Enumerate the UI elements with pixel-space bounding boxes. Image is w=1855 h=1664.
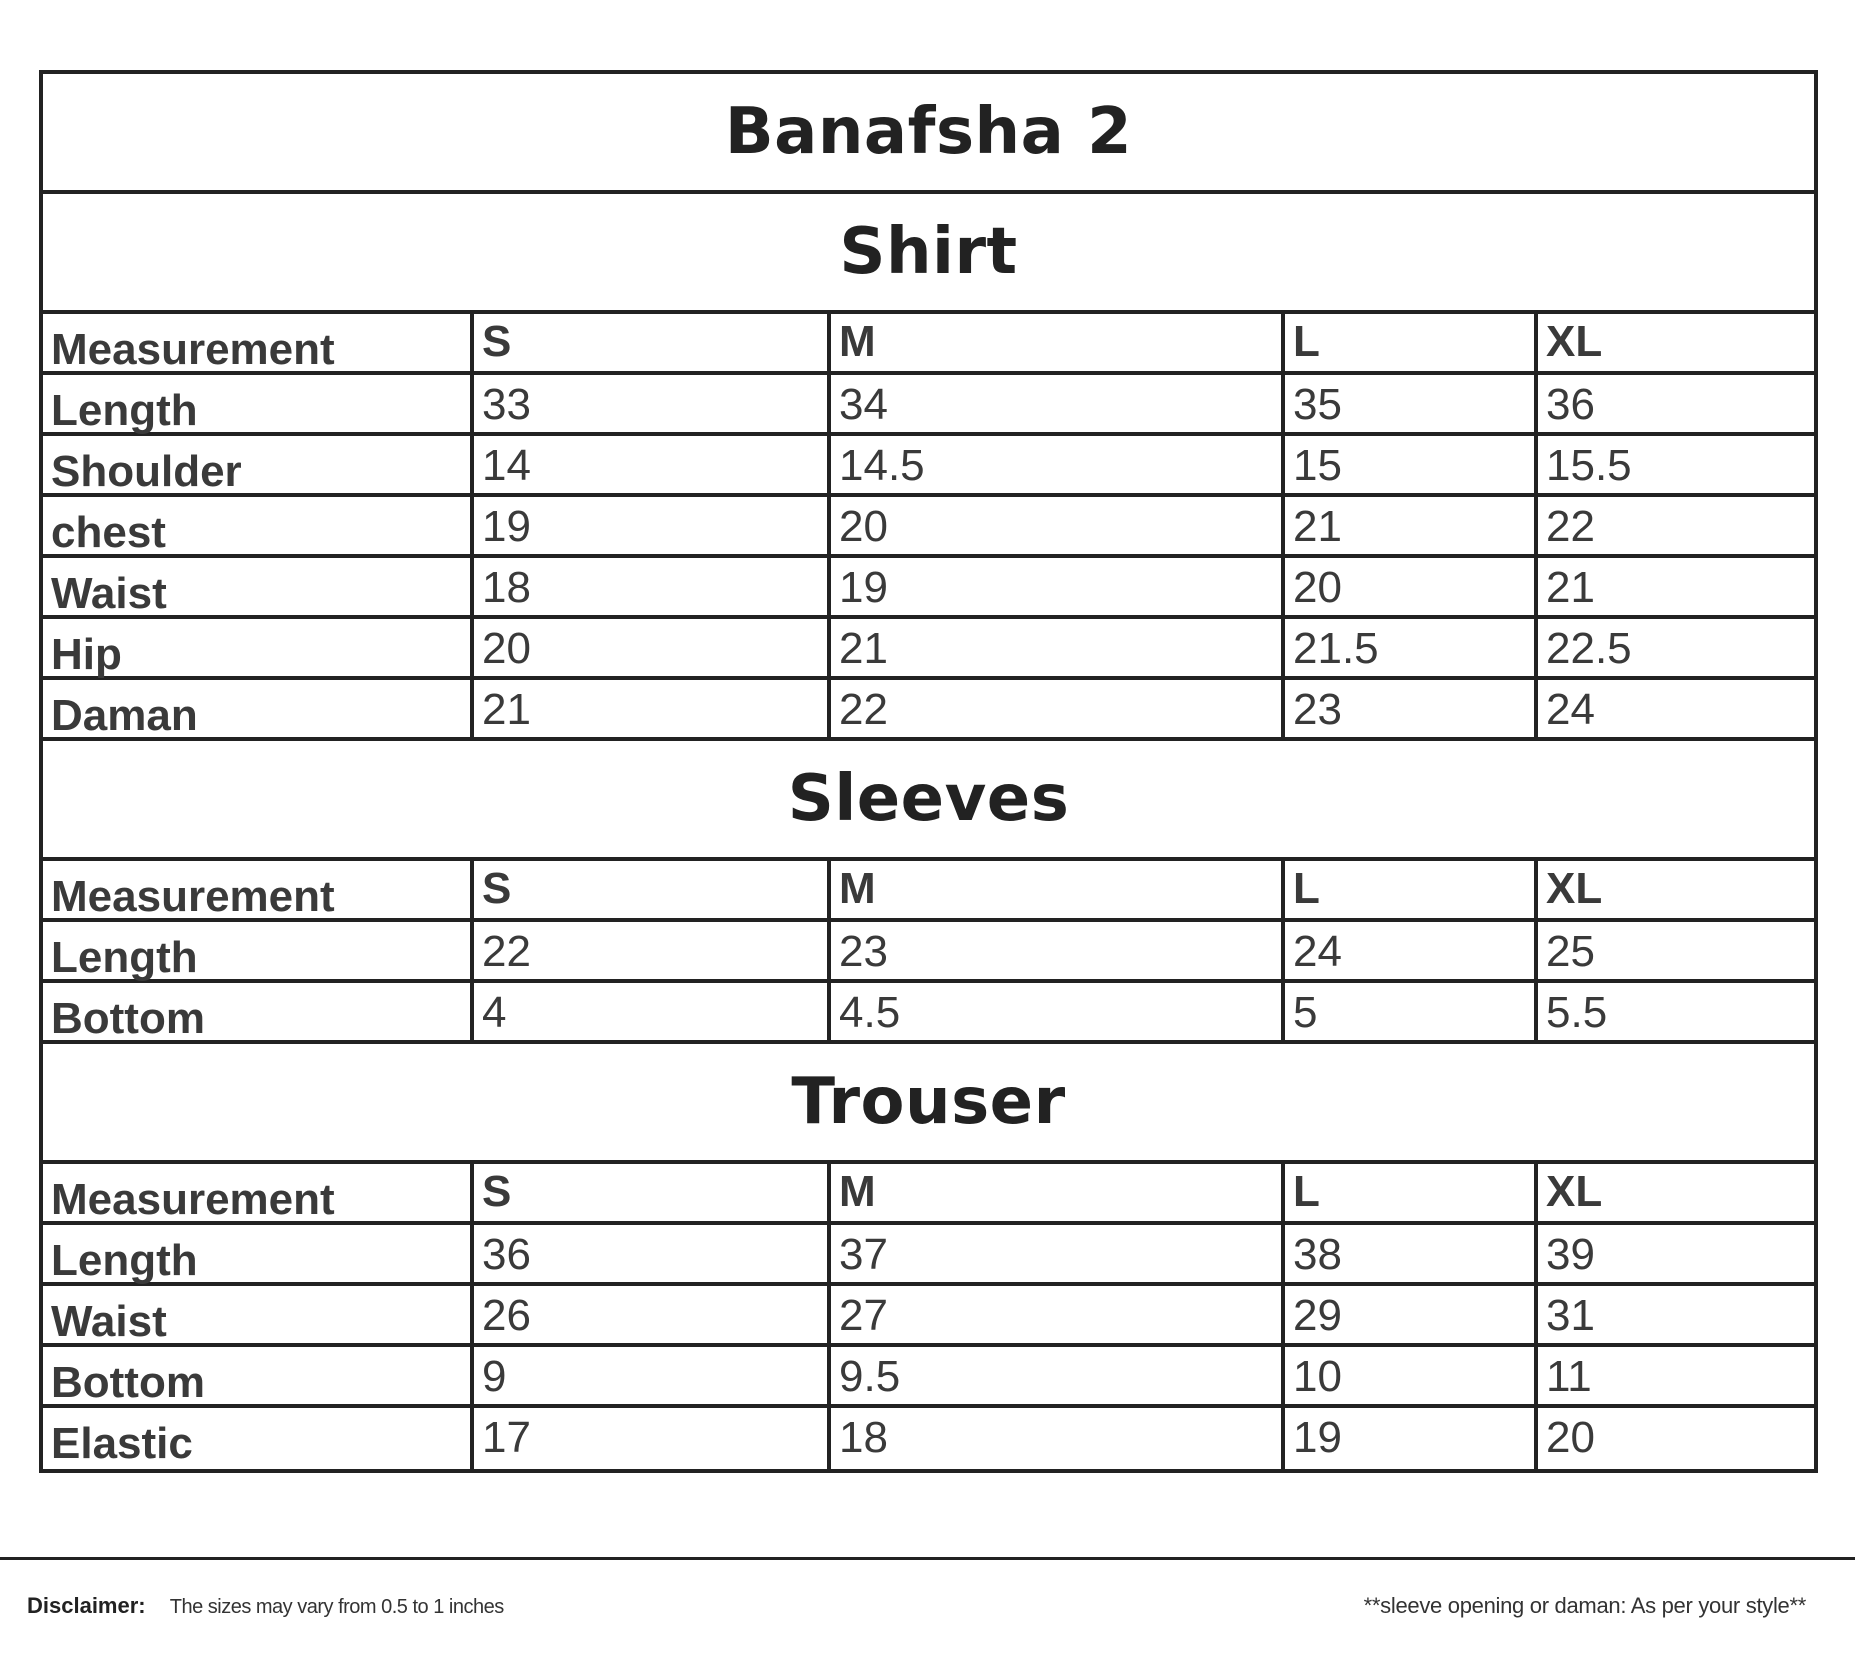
style-note: **sleeve opening or daman: As per your style** bbox=[1363, 1593, 1806, 1618]
measurement-value: 29 bbox=[1285, 1286, 1538, 1343]
measurement-value: 17 bbox=[474, 1408, 831, 1469]
measurement-value: 35 bbox=[1285, 375, 1538, 432]
header-cell-measurement: Measurement bbox=[43, 314, 474, 371]
measurement-value: 15.5 bbox=[1546, 441, 1632, 490]
measurement-value: 4 bbox=[474, 983, 831, 1040]
row-label: Waist bbox=[43, 1286, 474, 1343]
measurement-value: 5.5 bbox=[1546, 988, 1608, 1037]
measurement-value: 19 bbox=[474, 497, 831, 554]
measurement-value: 34 bbox=[831, 375, 1285, 432]
header-row bbox=[43, 314, 1814, 375]
row-label: Length bbox=[43, 375, 474, 432]
measurement-value: 15 bbox=[1285, 436, 1538, 493]
measurement-value: 38 bbox=[1285, 1225, 1538, 1282]
measurement-value: 31 bbox=[1546, 1291, 1595, 1340]
footer-divider bbox=[0, 1557, 1855, 1560]
table-row bbox=[43, 1225, 1814, 1286]
table-row bbox=[43, 1408, 1814, 1469]
measurement-value: 37 bbox=[831, 1225, 1285, 1282]
header-cell-measurement: Measurement bbox=[43, 1164, 474, 1221]
header-cell-size: L bbox=[1285, 861, 1538, 918]
measurement-value: 4.5 bbox=[831, 983, 1285, 1040]
header-cell-size: S bbox=[474, 1164, 831, 1221]
measurement-value: 23 bbox=[831, 922, 1285, 979]
table-row bbox=[43, 497, 1814, 558]
row-label: chest bbox=[43, 497, 474, 554]
measurement-value: 20 bbox=[831, 497, 1285, 554]
measurement-value: 20 bbox=[1546, 1413, 1595, 1462]
header-cell-size: M bbox=[831, 861, 1285, 918]
section-title-trouser: Trouser bbox=[43, 1044, 1814, 1164]
measurement-value: 20 bbox=[474, 619, 831, 676]
measurement-value: 18 bbox=[474, 558, 831, 615]
row-label: Waist bbox=[43, 558, 474, 615]
measurement-value: 14.5 bbox=[831, 436, 1285, 493]
header-cell-measurement: Measurement bbox=[43, 861, 474, 918]
chart-title: Banafsha 2 bbox=[43, 74, 1814, 194]
measurement-value: 36 bbox=[1546, 380, 1595, 429]
header-cell-size: XL bbox=[1546, 864, 1603, 913]
measurement-value: 39 bbox=[1546, 1230, 1595, 1279]
table-row bbox=[43, 375, 1814, 436]
disclaimer-label: Disclaimer: bbox=[27, 1593, 146, 1618]
measurement-value: 24 bbox=[1546, 685, 1595, 734]
measurement-value: 23 bbox=[1285, 680, 1538, 737]
measurement-value: 14 bbox=[474, 436, 831, 493]
sections-container bbox=[43, 194, 1814, 1469]
measurement-value: 21 bbox=[831, 619, 1285, 676]
row-label: Length bbox=[43, 922, 474, 979]
table-row bbox=[43, 922, 1814, 983]
header-row bbox=[43, 861, 1814, 922]
row-label: Hip bbox=[43, 619, 474, 676]
measurement-value: 21.5 bbox=[1285, 619, 1538, 676]
measurement-value: 18 bbox=[831, 1408, 1285, 1469]
row-label: Length bbox=[43, 1225, 474, 1282]
header-cell-size: L bbox=[1285, 314, 1538, 371]
row-label: Bottom bbox=[43, 1347, 474, 1404]
header-cell-size: M bbox=[831, 314, 1285, 371]
measurement-value: 19 bbox=[831, 558, 1285, 615]
header-cell-size: XL bbox=[1546, 317, 1603, 366]
header-cell-size: XL bbox=[1546, 1167, 1603, 1216]
measurement-value: 21 bbox=[1546, 563, 1595, 612]
header-cell-size: S bbox=[474, 861, 831, 918]
table-row bbox=[43, 436, 1814, 497]
measurement-value: 22.5 bbox=[1546, 624, 1632, 673]
size-chart-table bbox=[39, 70, 1818, 1473]
table-row bbox=[43, 619, 1814, 680]
header-cell-size: M bbox=[831, 1164, 1285, 1221]
measurement-value: 22 bbox=[1546, 502, 1595, 551]
measurement-value: 21 bbox=[1285, 497, 1538, 554]
table-row bbox=[43, 558, 1814, 619]
section-title-shirt: Shirt bbox=[43, 194, 1814, 314]
disclaimer-text: The sizes may vary from 0.5 to 1 inches bbox=[169, 1596, 504, 1618]
measurement-value: 9.5 bbox=[831, 1347, 1285, 1404]
table-row bbox=[43, 1286, 1814, 1347]
measurement-value: 21 bbox=[474, 680, 831, 737]
measurement-value: 19 bbox=[1285, 1408, 1538, 1469]
table-row bbox=[43, 1347, 1814, 1408]
measurement-value: 5 bbox=[1285, 983, 1538, 1040]
row-label: Shoulder bbox=[43, 436, 474, 493]
measurement-value: 26 bbox=[474, 1286, 831, 1343]
measurement-value: 20 bbox=[1285, 558, 1538, 615]
section-title-sleeves: Sleeves bbox=[43, 741, 1814, 861]
header-cell-size: L bbox=[1285, 1164, 1538, 1221]
measurement-value: 25 bbox=[1546, 927, 1595, 976]
row-label: Elastic bbox=[43, 1408, 474, 1469]
table-row bbox=[43, 680, 1814, 741]
measurement-value: 11 bbox=[1546, 1352, 1592, 1401]
measurement-value: 10 bbox=[1285, 1347, 1538, 1404]
row-label: Daman bbox=[43, 680, 474, 737]
table-row bbox=[43, 983, 1814, 1044]
measurement-value: 36 bbox=[474, 1225, 831, 1282]
header-cell-size: S bbox=[474, 314, 831, 371]
measurement-value: 22 bbox=[831, 680, 1285, 737]
measurement-value: 27 bbox=[831, 1286, 1285, 1343]
disclaimer bbox=[27, 1593, 504, 1619]
row-label: Bottom bbox=[43, 983, 474, 1040]
measurement-value: 24 bbox=[1285, 922, 1538, 979]
measurement-value: 9 bbox=[474, 1347, 831, 1404]
measurement-value: 33 bbox=[474, 375, 831, 432]
header-row bbox=[43, 1164, 1814, 1225]
measurement-value: 22 bbox=[474, 922, 831, 979]
